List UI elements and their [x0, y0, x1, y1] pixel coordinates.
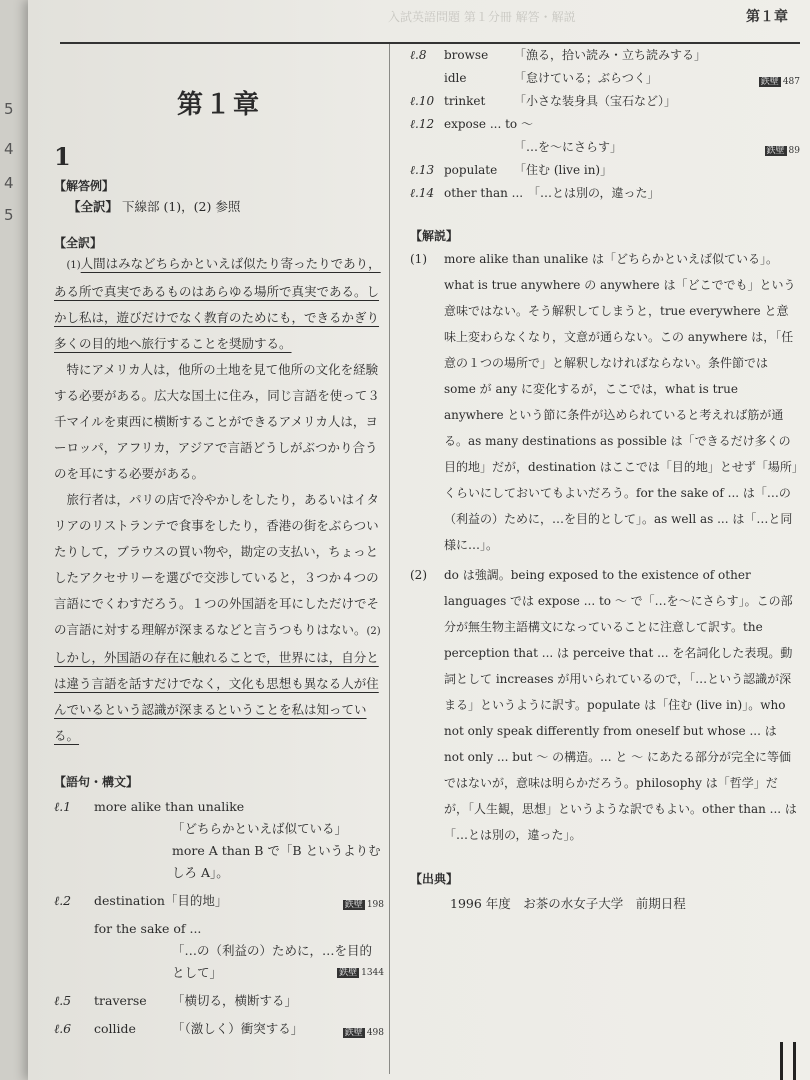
right-column [410, 44, 800, 917]
vocab-meaning: 「（激しく）衝突する」 [172, 1021, 304, 1036]
answer-example-heading: 【解答例】 [54, 179, 115, 193]
underline-mark-2: (2) [366, 626, 381, 637]
vocab-entry: idle 「怠けている；ぶらつく」 鉄壁 487 [410, 67, 800, 90]
vocab-entry [54, 1018, 384, 1040]
vocab-term: for the sake of ... [94, 921, 202, 936]
source-text: 1996 年度 お茶の水女子大学 前期日程 [450, 896, 686, 911]
vocab-term: destination「目的地」 [94, 893, 228, 908]
vocab-entry: 「…を～にさらす」 鉄壁 89 [410, 136, 800, 159]
vocab-entry [54, 990, 384, 1012]
vocab-entry [54, 890, 384, 912]
underlined-passage-1: 人間はみなどちらかといえば似たり寄ったりであり，ある所で真実であるものはあらゆる場所で真実である。しかし私は，遊びだけでなく教育のためにも，できるかぎり多くの目的地へ旅行することを奨励する。 [54, 256, 381, 351]
reference-badge: 鉄壁 1344 [339, 968, 384, 978]
book-spine-mark [780, 1042, 796, 1080]
commentary-item [410, 246, 800, 558]
margin-number: 5 [4, 206, 14, 224]
answer-example-line [68, 194, 384, 220]
reference-badge: 鉄壁 487 [760, 77, 800, 87]
answer-example-text: 下線部 (1)，(2) 参照 [122, 199, 241, 214]
vocab-entry: ℓ.10 trinket 「小さな装身具（宝石など）」 [410, 94, 677, 108]
vocab-entry: ℓ.8 browse 「漁る，拾い読み・立ち読みする」 [410, 48, 707, 62]
translation-paragraph-2: 特にアメリカ人は，他所の土地を見て他所の文化を経験する必要がある。広大な国土に住み，同じ言語を使って３千マイルを東西に横断することができるアメリカ人は，ヨーロッパ，アフリカ，アジアで言語どうしがぶつかり合うのを耳にする必要がある。 [54, 362, 380, 481]
vocab-meaning: 「…の（利益の）ために，…を目的として」 [172, 943, 373, 980]
vocab-meaning: 「どちらかといえば似ている」 [172, 821, 348, 836]
vocab-entry: ℓ.14 other than ... 「…とは別の，違った」 [410, 186, 660, 200]
vocab-entry [54, 796, 384, 884]
commentary-text: more alike than unalike は「どちらかといえば似ている」。what is true anywhere の anywhere は「どこででも」という意味ではない。そう解釈してしまうと，true everywhere と意味上変わらなくなり，文意が通らない。この anywhere は，「任意の１つの場所で」と解釈しなければならない。条件節では some が any に変化するが，ここでは，what is true anywhere という節に条件が込められていると考えれば筋が通る。as many destinations as possible は「できるだけ多くの目的地」だが，destination はここでは「目的地」とせず「場所」くらいにしておいてもよいだろう。for the sake of ... は「…の（利益の）ために，…を目的として」。as well as ... は「…と同様に…」。 [444, 252, 798, 552]
margin-number: 5 [4, 100, 14, 118]
reference-badge: 鉄壁 498 [344, 1028, 384, 1038]
translation-paragraph-3-plain: 旅行者は，パリの店で冷やかしをしたり，あるいはイタリアのリストランテで食事をしたり，香港の街をぶらついたりして，ブラウスの買い物や，勘定の支払い，ちょっとしたアクセサリーを選びで交渉していると，３つか４つの言語にでくわすだろう。１つの外国語を耳にしただけでその言語に対する理解が深まるなどと言うつもりはない。 [54, 492, 380, 637]
left-page-edge [0, 0, 28, 1080]
reference-badge: 鉄壁 89 [766, 146, 800, 156]
vocab-entry: ℓ.13 populate 「住む (live in)」 [410, 163, 613, 177]
commentary-key: (2) [410, 568, 427, 582]
commentary-key: (1) [410, 252, 427, 266]
source-heading: 【出典】 [410, 872, 459, 886]
answer-example-label: 【全訳】 [68, 199, 119, 214]
reference-badge: 鉄壁 198 [344, 900, 384, 910]
section-number: 1 [54, 142, 71, 171]
commentary-heading: 【解説】 [410, 229, 459, 243]
vocab-meaning: more A than B で「B というよりむしろ A」。 [172, 843, 381, 880]
vocab-line-number [54, 918, 94, 984]
vocab-entry: ℓ.12 expose ... to ～ [410, 117, 533, 131]
left-column [54, 44, 384, 1046]
vocab-line-number: ℓ.5 [54, 993, 72, 1008]
column-divider [389, 44, 390, 1074]
commentary-text: do は強調。being exposed to the existence of other languages では expose ... to ～ で「…を～にさらす」。この部分が無生物主語構文になっていることに注意して訳す。the perception that ... は perceive that ... を名詞化した表現。動詞として increases が用いられているので，「…という認識が深まる」というように訳す。populate は「住む (live in)」。who not only speak differently from oneself but whose ... は not only ... but ～ の構造。... と ～ にあたる部分が完全に等価ではないが，意味は明らかだろう。philosophy は「哲学」だが，「人生観，思想」というような訳でもよい。other than ... は「…とは別の，違った」。 [444, 568, 797, 842]
vocab-line-number: ℓ.6 [54, 1021, 72, 1036]
chapter-title: 第１章 [176, 90, 261, 120]
underline-mark-1: (1) [66, 260, 81, 271]
vocab-term: more alike than unalike [94, 799, 245, 814]
translation-paragraph-1 [54, 251, 384, 357]
margin-number: 4 [4, 140, 14, 158]
vocab-line-number: ℓ.2 [54, 893, 72, 908]
vocab-entry [54, 918, 384, 984]
commentary-item [410, 562, 800, 848]
vocab-line-number: ℓ.1 [54, 799, 72, 814]
vocab-term: collide [94, 1021, 136, 1036]
vocab-heading: 【語句・構文】 [54, 775, 139, 789]
vocab-meaning: 「横切る，横断する」 [172, 993, 298, 1008]
underlined-passage-2: しかし，外国語の存在に触れることで，世界には，自分とは違う言語を話すだけでなく，文化も思想も異なる人が住んでいるという認識が深まるということを私は知っている。 [54, 650, 379, 743]
margin-number: 4 [4, 174, 14, 192]
translation-heading: 【全訳】 [54, 236, 103, 250]
bleed-through-text: 入試英語問題 第１分冊 解答・解説 [388, 10, 576, 24]
vocab-term: traverse [94, 993, 147, 1008]
running-head: 第１章 [746, 9, 788, 25]
translation-paragraph-3 [54, 487, 384, 749]
